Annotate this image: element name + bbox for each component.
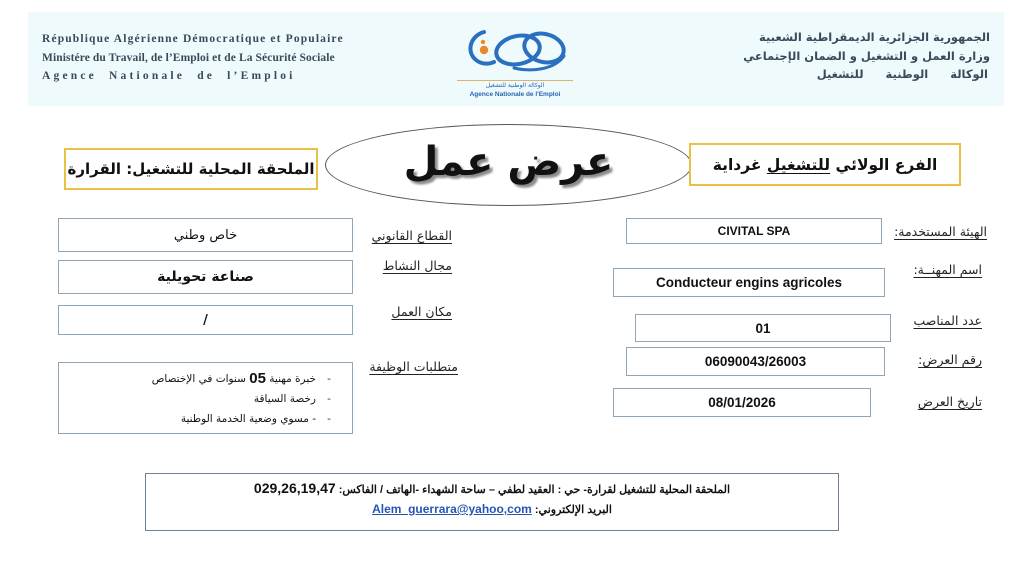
ministry-name-ar: وزارة العمل و التشغيل و الضمان الإجتماعي (743, 48, 990, 63)
agency-name-fr: Agence Nationale de l’Emploi (42, 70, 296, 82)
activity-field (58, 260, 353, 294)
local-agency-text: الملحقة المحلية للتشغيل: القرارة (67, 160, 315, 178)
letterhead-french (42, 30, 344, 86)
legal-sector-label: القطاع القانوني (371, 228, 452, 243)
bullet-dash: - (327, 373, 331, 385)
activity-field-label: مجال النشاط (382, 258, 452, 273)
offer-date-field (613, 388, 871, 417)
republic-name-ar: الجمهورية الجزائرية الديمقراطية الشعبية (758, 30, 990, 44)
requirements-list (58, 362, 353, 434)
employer-value: CIVITAL SPA (717, 224, 791, 238)
activity-value: صناعة تحويلية (157, 269, 254, 285)
positions-count-value: 01 (755, 320, 771, 336)
requirements-label: متطلبات الوظيفة (369, 359, 458, 374)
wilaya-branch-prefix: الفرع الولائي (835, 155, 938, 174)
offer-number-field (626, 347, 885, 376)
offer-date-label: تاريخ العرض (917, 394, 982, 409)
republic-name-fr: République Algérienne Démocratique et Populaire (42, 33, 344, 45)
profession-label: اسم المهنــة: (913, 262, 982, 277)
letterhead (28, 12, 1004, 106)
workplace-field (58, 305, 353, 335)
employer-field (626, 218, 882, 244)
wilaya-branch-box (689, 143, 961, 186)
anem-logo (452, 20, 580, 104)
offer-date-value: 08/01/2026 (708, 395, 776, 410)
logo-divider (457, 80, 573, 81)
wilaya-branch-suffix: غرداية (712, 155, 762, 174)
offer-number-label: رقم العرض: (918, 352, 982, 367)
local-agency-box (64, 148, 318, 190)
requirement-item: - خبرة مهنية 05 سنوات في الإختصاص (59, 369, 342, 389)
positions-count-field (635, 314, 891, 342)
footer-address: الملحقة المحلية للتشغيل لقرارة- حي : العقيد لطفي – ساحة الشهداء -الهاتف / الفاكس: (338, 484, 731, 496)
employer-label: الهيئة المستخدمة: (894, 224, 987, 239)
footer-email-line (146, 502, 838, 516)
footer-email-label: البريد الإلكتروني: (534, 504, 612, 516)
contact-footer (145, 473, 839, 531)
logo-caption-fr: Agence Nationale de l'Emploi (469, 91, 561, 98)
footer-address-line (146, 480, 838, 496)
footer-email-link[interactable]: Alem_guerrara@yahoo,com (372, 502, 532, 516)
wilaya-branch-underlined: للتشغيل (766, 155, 831, 174)
page-title: عرض عمل (403, 139, 614, 185)
requirement-item: - - مسوي وضعية الخدمة الوطنية (59, 409, 342, 429)
anem-logo-icon (456, 20, 576, 78)
letterhead-arabic (743, 28, 990, 84)
profession-field (613, 268, 885, 297)
requirement-item: - رخصة السياقة (59, 389, 342, 409)
agency-name-ar: الوكالة الوطنية للتشغيل (816, 67, 988, 81)
bullet-dash: - (327, 413, 331, 425)
ministry-name-fr: Ministére du Travail, de l’Emploi et de La Sécurité Sociale (42, 51, 335, 64)
title-oval (325, 124, 692, 206)
offer-number-value: 06090043/26003 (704, 354, 807, 369)
profession-value: Conducteur engins agricoles (655, 275, 843, 290)
bullet-dash: - (327, 393, 331, 405)
legal-sector-field (58, 218, 353, 252)
workplace-label: مكان العمل (391, 304, 452, 319)
positions-count-label: عدد المناصب (913, 313, 982, 328)
workplace-value: / (203, 312, 208, 328)
legal-sector-value: خاص وطني (173, 227, 238, 243)
footer-phone: 029,26,19,47 (253, 480, 336, 496)
logo-caption-ar: الوكالة الوطنية للتشغيل (485, 82, 545, 89)
